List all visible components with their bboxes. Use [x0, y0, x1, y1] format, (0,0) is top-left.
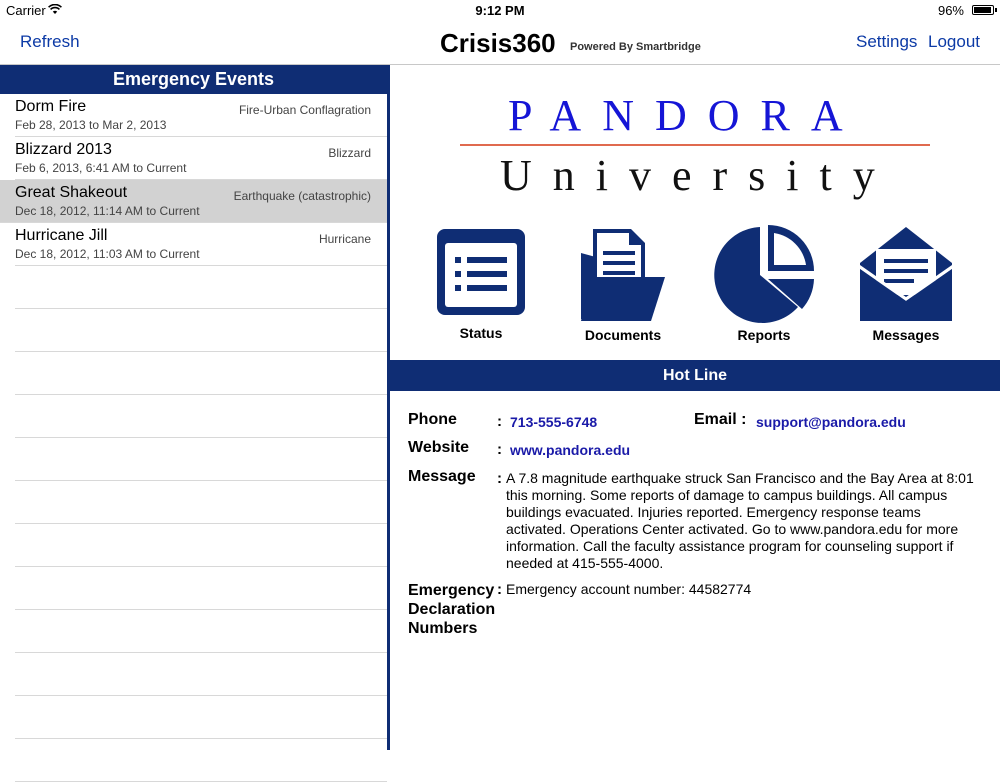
- logo-pandora-text: PANDORA: [508, 91, 864, 140]
- declaration-label: Emergency Declaration Numbers: [408, 582, 496, 637]
- refresh-button[interactable]: Refresh: [20, 32, 80, 51]
- phone-link[interactable]: 713-555-6748: [510, 414, 598, 430]
- empty-row: [15, 395, 387, 438]
- empty-row: [15, 438, 387, 481]
- status-bar: [0, 0, 1000, 20]
- logo-divider: [460, 144, 930, 146]
- message-colon: :: [497, 470, 502, 487]
- battery-nub: [995, 8, 997, 12]
- email-label: Email :: [694, 411, 747, 428]
- empty-row: [15, 481, 387, 524]
- documents-icon: [568, 225, 678, 323]
- empty-row: [15, 524, 387, 567]
- clock: 9:12 PM: [475, 3, 525, 18]
- messages-tile[interactable]: [851, 225, 961, 345]
- empty-row: [15, 610, 387, 653]
- empty-row: [15, 696, 387, 739]
- reports-icon: [709, 225, 819, 323]
- website-colon: :: [497, 441, 502, 458]
- event-type: Hurricane: [318, 232, 371, 246]
- event-name: Great Shakeout: [15, 184, 128, 201]
- event-row[interactable]: [15, 137, 387, 180]
- event-type: Blizzard: [328, 146, 371, 160]
- reports-tile[interactable]: [709, 225, 819, 345]
- messages-icon: [851, 225, 961, 323]
- event-row[interactable]: [15, 223, 387, 266]
- empty-row: [15, 567, 387, 610]
- status-label: Status: [459, 325, 503, 341]
- battery-percent: 96%: [937, 3, 964, 18]
- empty-row: [15, 739, 387, 782]
- email-link[interactable]: support@pandora.edu: [756, 414, 906, 430]
- hotline-header: Hot Line: [390, 360, 1000, 391]
- phone-label: Phone: [408, 411, 457, 428]
- battery-level: [974, 7, 991, 13]
- website-label: Website: [408, 439, 470, 456]
- university-logo: [390, 90, 1000, 210]
- logout-button[interactable]: Logout: [928, 32, 980, 51]
- reports-label: Reports: [737, 327, 791, 343]
- empty-row: [15, 653, 387, 696]
- event-row[interactable]: [15, 94, 387, 137]
- event-name: Hurricane Jill: [15, 227, 108, 244]
- message-text: A 7.8 magnitude earthquake struck San Francisco and the Bay Area at 8:01 this morning. Some reports of damage to campus buildings. All campus buildings evacuated. Injuries reported. Emergency response teams activated. Operations Center activated. Go to www.pandora.edu for more information. Call the faculty assistance program for counseling support if needed at 415-555-4000.: [506, 470, 974, 571]
- event-name: Dorm Fire: [15, 98, 87, 115]
- empty-row: [15, 309, 387, 352]
- battery-icon: [972, 5, 994, 15]
- event-name: Blizzard 2013: [15, 141, 112, 158]
- events-panel: [0, 65, 390, 750]
- website-link[interactable]: www.pandora.edu: [510, 442, 631, 458]
- carrier-label: Carrier: [6, 3, 46, 18]
- event-type: Earthquake (catastrophic): [233, 189, 371, 203]
- event-type: Fire-Urban Conflagration: [238, 103, 371, 117]
- empty-row: [15, 266, 387, 309]
- events-list: [0, 94, 387, 782]
- declaration-text: Emergency account number: 44582774: [506, 581, 752, 597]
- documents-tile[interactable]: [568, 225, 678, 345]
- event-dates: Feb 28, 2013 to Mar 2, 2013: [15, 118, 167, 132]
- declaration-colon: :: [497, 581, 502, 598]
- messages-label: Messages: [872, 327, 940, 343]
- status-icon: [426, 225, 536, 317]
- message-label: Message: [408, 468, 476, 485]
- event-dates: Dec 18, 2012, 11:14 AM to Current: [15, 204, 200, 218]
- empty-row: [15, 352, 387, 395]
- event-dates: Dec 18, 2012, 11:03 AM to Current: [15, 247, 200, 261]
- app-subtitle: Powered By Smartbridge: [570, 41, 701, 53]
- logo-university-text: University: [500, 151, 896, 200]
- settings-button[interactable]: Settings: [856, 32, 918, 51]
- app-title: Crisis360: [440, 28, 556, 58]
- navigation-bar: [0, 20, 1000, 65]
- event-row[interactable]: [0, 180, 387, 223]
- detail-panel: [390, 65, 1000, 750]
- event-dates: Feb 6, 2013, 6:41 AM to Current: [15, 161, 187, 175]
- events-panel-header: Emergency Events: [0, 65, 387, 94]
- status-tile[interactable]: [426, 225, 536, 345]
- documents-label: Documents: [584, 327, 662, 343]
- phone-colon: :: [497, 413, 502, 430]
